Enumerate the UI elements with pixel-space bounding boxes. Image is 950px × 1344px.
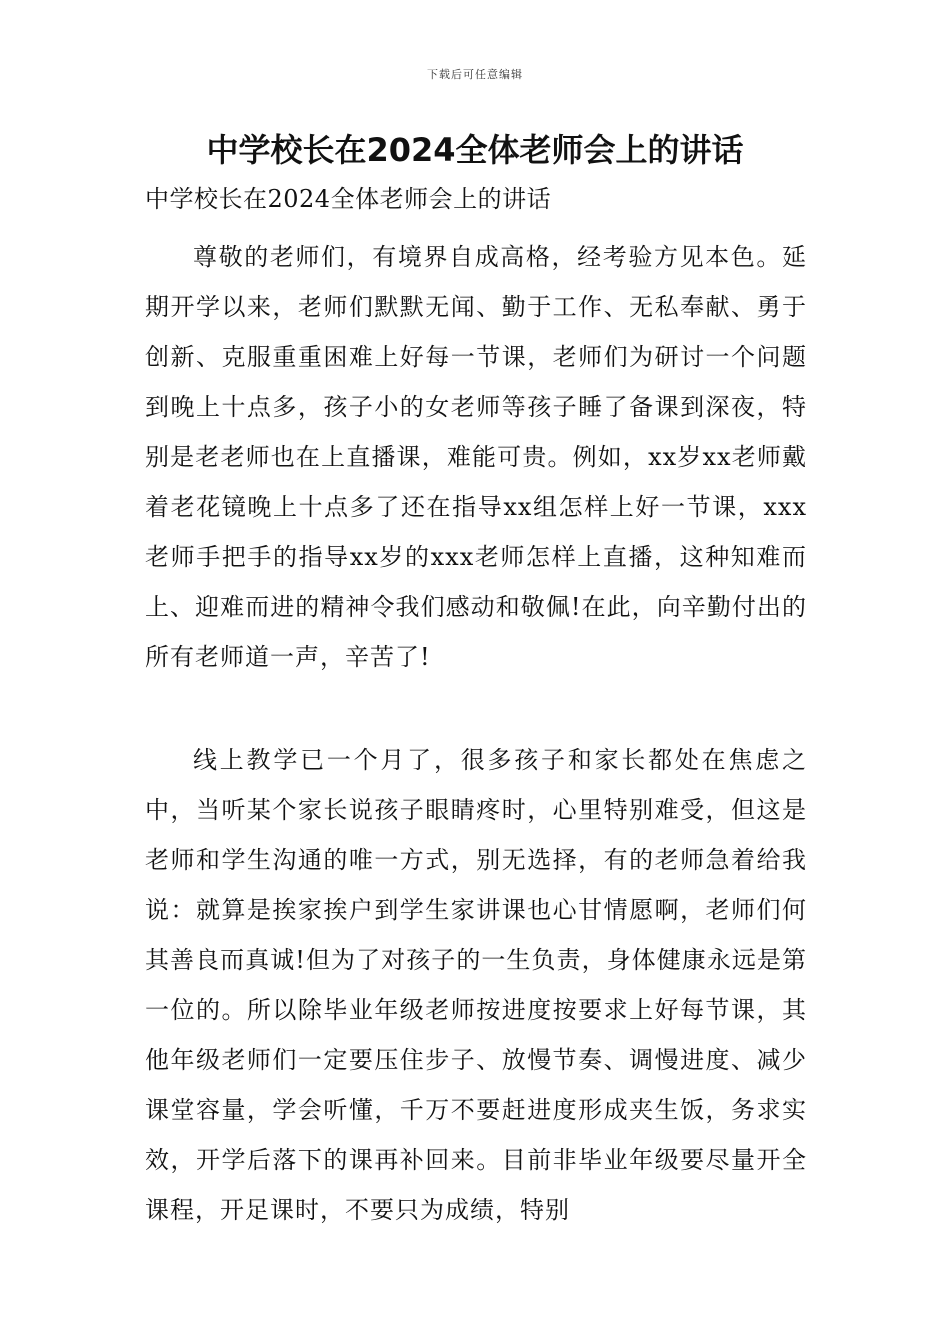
page-header-note: 下载后可任意编辑 <box>427 68 523 81</box>
paragraph: 线上教学已一个月了，很多孩子和家长都处在焦虑之中，当听某个家长说孩子眼睛疼时，心里特别难受，但这是老师和学生沟通的唯一方式，别无选择，有的老师急着给我说：就算是挨家挨户到学生家讲课也心甘情愿啊，老师们何其善良而真诚!但为了对孩子的一生负责，身体健康永远是第一位的。所以除毕业年级老师按进度按要求上好每节课，其他年级老师们一定要压住步子、放慢节奏、调慢进度、减少课堂容量，学会听懂，千万不要赶进度形成夹生饭，务求实效，开学后落下的课再补回来。目前非毕业年级要尽量开全课程，开足课时，不要只为成绩，特别 <box>145 746 807 1224</box>
paragraph: 尊敬的老师们，有境界自成高格，经考验方见本色。延期开学以来，老师们默默无闻、勤于工作、无私奉献、勇于创新、克服重重困难上好每一节课，老师们为研讨一个问题到晚上十点多，孩子小的女老师等孩子睡了备课到深夜，特别是老老师也在上直播课，难能可贵。例如，xx岁xx老师戴着老花镜晚上十点多了还在指导xx组怎样上好一节课，xxx老师手把手的指导xx岁的xxx老师怎样上直播，这种知难而上、迎难而进的精神令我们感动和敬佩!在此，向辛勤付出的所有老师道一声，辛苦了! <box>145 243 807 671</box>
document-title: 中学校长在2024全体老师会上的讲话 <box>206 131 744 169</box>
document-subtitle: 中学校长在2024全体老师会上的讲话 <box>145 185 552 213</box>
document-body <box>145 182 807 1235</box>
